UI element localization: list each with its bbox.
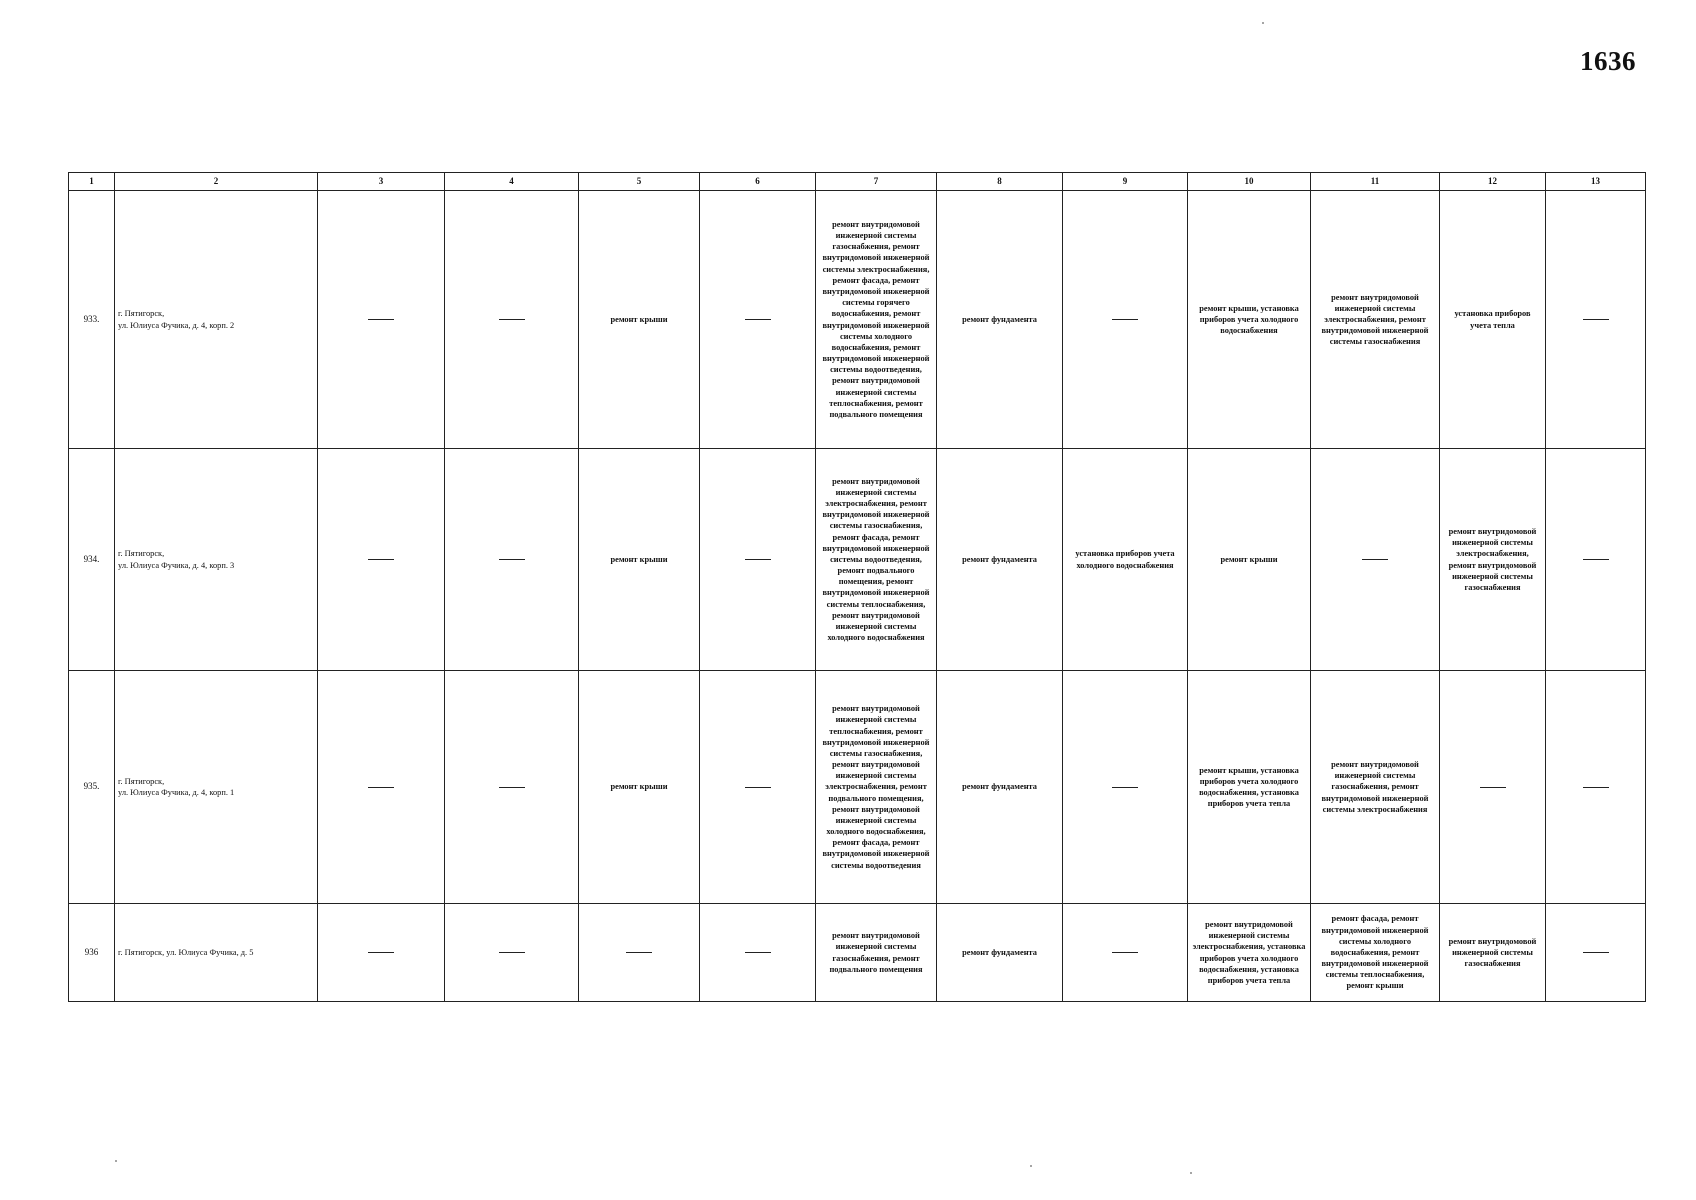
cell-text: ремонт внутридомовой инженерной системы электроснабжения, ремонт внутридомовой инженерной системы газоснабжения bbox=[1321, 292, 1429, 347]
work-cell-c8 bbox=[937, 671, 1063, 904]
cell-text: ремонт крыши bbox=[1220, 554, 1278, 564]
work-cell-c3 bbox=[318, 449, 445, 671]
row-number-cell bbox=[69, 904, 115, 1002]
dash-mark bbox=[1583, 952, 1609, 953]
work-cell-c7 bbox=[816, 449, 937, 671]
work-cell-c11 bbox=[1311, 449, 1440, 671]
address-text: г. Пятигорск, ул. Юлиуса Фучика, д. 4, корп. 1 bbox=[118, 776, 235, 797]
column-number-cell: 10 bbox=[1188, 173, 1311, 191]
column-number-cell: 8 bbox=[937, 173, 1063, 191]
dash-mark bbox=[368, 952, 394, 953]
cell-text: установка приборов учета тепла bbox=[1454, 309, 1531, 330]
dash-mark bbox=[1112, 787, 1138, 788]
dash-mark bbox=[499, 559, 525, 560]
address-text: г. Пятигорск, ул. Юлиуса Фучика, д. 5 bbox=[118, 947, 254, 957]
work-cell-c3 bbox=[318, 671, 445, 904]
column-number-cell: 6 bbox=[700, 173, 816, 191]
dash-mark bbox=[1112, 952, 1138, 953]
work-cell-c5 bbox=[579, 191, 700, 449]
table-row bbox=[69, 449, 1646, 671]
work-cell-c8 bbox=[937, 191, 1063, 449]
work-cell-c12 bbox=[1440, 191, 1546, 449]
work-cell-c8 bbox=[937, 904, 1063, 1002]
work-cell-c11 bbox=[1311, 904, 1440, 1002]
dash-mark bbox=[1362, 559, 1388, 560]
cell-text: ремонт крыши bbox=[610, 554, 668, 564]
cell-text: установка приборов учета холодного водоснабжения bbox=[1075, 549, 1175, 570]
row-number-cell bbox=[69, 671, 115, 904]
table-row bbox=[69, 191, 1646, 449]
cell-text: ремонт внутридомовой инженерной системы электроснабжения, установка приборов учета холодного водоснабжения, установка приборов учета тепла bbox=[1192, 919, 1306, 985]
cell-text: ремонт крыши bbox=[610, 782, 668, 792]
dash-mark bbox=[368, 559, 394, 560]
work-cell-c5 bbox=[579, 449, 700, 671]
dash-mark bbox=[1583, 787, 1609, 788]
work-cell-c9 bbox=[1063, 191, 1188, 449]
address-text: г. Пятигорск, ул. Юлиуса Фучика, д. 4, корп. 2 bbox=[118, 309, 235, 330]
work-cell-c5 bbox=[579, 904, 700, 1002]
column-number-cell: 2 bbox=[115, 173, 318, 191]
work-cell-c12 bbox=[1440, 904, 1546, 1002]
address-cell bbox=[115, 449, 318, 671]
cell-text: ремонт крыши, установка приборов учета холодного водоснабжения, установка приборов учета тепла bbox=[1199, 765, 1299, 809]
column-number-cell: 7 bbox=[816, 173, 937, 191]
cell-text: ремонт внутридомовой инженерной системы электроснабжения, ремонт внутридомовой инженерной системы газоснабжения bbox=[1448, 526, 1537, 592]
work-cell-c12 bbox=[1440, 449, 1546, 671]
work-cell-c7 bbox=[816, 671, 937, 904]
work-cell-c9 bbox=[1063, 904, 1188, 1002]
cell-text: ремонт внутридомовой инженерной системы газоснабжения, ремонт внутридомовой инженерной системы электроснабжения bbox=[1321, 760, 1429, 814]
row-number-cell bbox=[69, 191, 115, 449]
dash-mark bbox=[745, 559, 771, 560]
work-cell-c10 bbox=[1188, 904, 1311, 1002]
address-text: г. Пятигорск, ул. Юлиуса Фучика, д. 4, корп. 3 bbox=[118, 549, 235, 570]
dash-mark bbox=[499, 319, 525, 320]
work-cell-c6 bbox=[700, 449, 816, 671]
column-number-cell: 5 bbox=[579, 173, 700, 191]
work-cell-c10 bbox=[1188, 671, 1311, 904]
dash-mark bbox=[1480, 787, 1506, 788]
cell-text: ремонт фундамента bbox=[962, 782, 1037, 792]
dash-mark bbox=[745, 952, 771, 953]
dash-mark bbox=[368, 319, 394, 320]
work-cell-c13 bbox=[1546, 671, 1646, 904]
cell-text: ремонт крыши bbox=[610, 314, 668, 324]
cell-text: ремонт фундамента bbox=[962, 554, 1037, 564]
table-row bbox=[69, 904, 1646, 1002]
work-cell-c7 bbox=[816, 191, 937, 449]
work-cell-c9 bbox=[1063, 671, 1188, 904]
column-number-cell: 12 bbox=[1440, 173, 1546, 191]
work-cell-c6 bbox=[700, 191, 816, 449]
work-cell-c11 bbox=[1311, 671, 1440, 904]
column-number-cell: 13 bbox=[1546, 173, 1646, 191]
row-number-cell bbox=[69, 449, 115, 671]
cell-text: 933. bbox=[83, 313, 100, 324]
cell-text: ремонт крыши, установка приборов учета холодного водоснабжения bbox=[1199, 303, 1299, 336]
repair-schedule-table bbox=[68, 172, 1646, 1002]
column-number-cell: 4 bbox=[445, 173, 579, 191]
scan-speck bbox=[1262, 22, 1264, 24]
address-cell bbox=[115, 191, 318, 449]
dash-mark bbox=[368, 787, 394, 788]
scan-speck bbox=[1190, 1172, 1192, 1174]
work-cell-c13 bbox=[1546, 449, 1646, 671]
work-cell-c4 bbox=[445, 449, 579, 671]
work-cell-c10 bbox=[1188, 449, 1311, 671]
dash-mark bbox=[499, 952, 525, 953]
work-cell-c6 bbox=[700, 904, 816, 1002]
cell-text: ремонт фасада, ремонт внутридомовой инженерной системы холодного водоснабжения, ремонт внутридомовой инженерной системы теплоснабжения, ремонт крыши bbox=[1321, 914, 1429, 991]
cell-text: ремонт внутридомовой инженерной системы газоснабжения bbox=[1448, 936, 1537, 969]
work-cell-c3 bbox=[318, 191, 445, 449]
work-cell-c4 bbox=[445, 904, 579, 1002]
work-cell-c11 bbox=[1311, 191, 1440, 449]
dash-mark bbox=[745, 787, 771, 788]
address-cell bbox=[115, 671, 318, 904]
scan-speck bbox=[1030, 1165, 1032, 1167]
cell-text: ремонт внутридомовой инженерной системы электроснабжения, ремонт внутридомовой инженерной системы газоснабжения, ремонт фасада, ремонт внутридомовой инженерной системы водоотведения, ремонт подвального помещения, ремонт внутридомовой инженерной системы теплоснабжения, ремонт внутридомовой инженерной системы холодного водоснабжения bbox=[822, 476, 930, 643]
work-cell-c6 bbox=[700, 671, 816, 904]
cell-text: 934. bbox=[83, 553, 100, 564]
column-number-cell: 11 bbox=[1311, 173, 1440, 191]
cell-text: ремонт внутридомовой инженерной системы газоснабжения, ремонт внутридомовой инженерной системы электроснабжения, ремонт фасада, ремонт внутридомовой инженерной системы горячего водоснабжения, ремонт внутридомовой инженерной системы холодного водоснабжения, ремонт внутридомовой инженерной системы водоотведения, ремонт внутридомовой инженерной системы теплоснабжения, ремонт подвального помещения bbox=[822, 219, 930, 419]
cell-text: ремонт фундамента bbox=[962, 314, 1037, 324]
dash-mark bbox=[1583, 559, 1609, 560]
address-cell bbox=[115, 904, 318, 1002]
work-cell-c9 bbox=[1063, 449, 1188, 671]
dash-mark bbox=[1583, 319, 1609, 320]
work-cell-c3 bbox=[318, 904, 445, 1002]
work-cell-c7 bbox=[816, 904, 937, 1002]
work-cell-c12 bbox=[1440, 671, 1546, 904]
dash-mark bbox=[745, 319, 771, 320]
column-number-cell: 1 bbox=[69, 173, 115, 191]
cell-text: ремонт фундамента bbox=[962, 947, 1037, 957]
column-number-cell: 9 bbox=[1063, 173, 1188, 191]
work-cell-c13 bbox=[1546, 904, 1646, 1002]
page-number: 1636 bbox=[1580, 46, 1636, 76]
cell-text: ремонт внутридомовой инженерной системы теплоснабжения, ремонт внутридомовой инженерной системы газоснабжения, ремонт внутридомовой инженерной системы электроснабжения, ремонт подвального помещения, ремонт внутридомовой инженерной системы холодного водоснабжения, ремонт фасада, ремонт внутридомовой инженерной системы водоотведения bbox=[822, 704, 930, 870]
table-row bbox=[69, 671, 1646, 904]
cell-text: 936 bbox=[84, 946, 99, 957]
dash-mark bbox=[1112, 319, 1138, 320]
work-cell-c5 bbox=[579, 671, 700, 904]
scan-speck bbox=[115, 1160, 117, 1162]
work-cell-c13 bbox=[1546, 191, 1646, 449]
work-cell-c8 bbox=[937, 449, 1063, 671]
column-number-row bbox=[69, 173, 1646, 191]
dash-mark bbox=[499, 787, 525, 788]
work-cell-c10 bbox=[1188, 191, 1311, 449]
column-number-cell: 3 bbox=[318, 173, 445, 191]
work-cell-c4 bbox=[445, 671, 579, 904]
work-cell-c4 bbox=[445, 191, 579, 449]
cell-text: ремонт внутридомовой инженерной системы газоснабжения, ремонт подвального помещения bbox=[829, 931, 923, 974]
dash-mark bbox=[626, 952, 652, 953]
cell-text: 935. bbox=[83, 781, 100, 792]
